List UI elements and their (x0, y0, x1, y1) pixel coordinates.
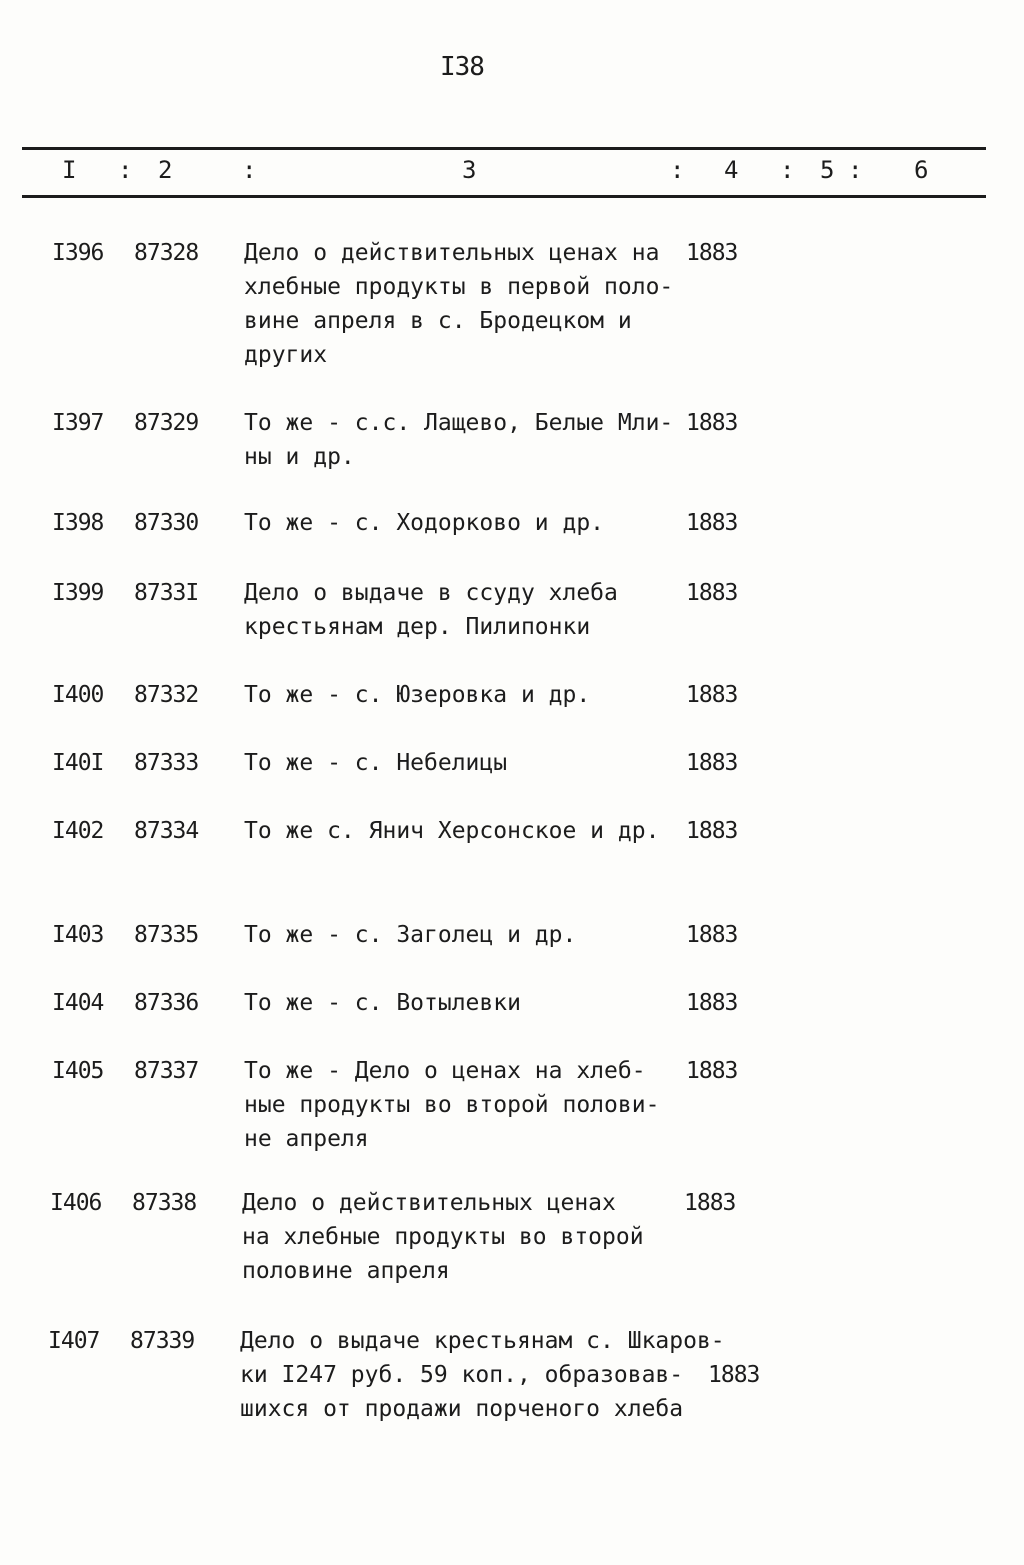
description-line: ны и др. (244, 444, 355, 470)
header-col-3: 3 (462, 156, 477, 184)
entry-number: I406 (50, 1190, 102, 1216)
file-number: 87332 (134, 682, 199, 708)
description-line: То же - с. Вотылевки (244, 990, 521, 1016)
entry-description (244, 406, 673, 474)
description-line: Дело о действительных ценах на (244, 240, 660, 266)
description-line: То же - с. Небелицы (244, 750, 508, 776)
description-line: крестьянам дер. Пилипонки (244, 614, 591, 640)
entry-year: 1883 (686, 1058, 738, 1084)
entry-description (244, 1054, 659, 1156)
description-line: То же - с. Юзеровка и др. (244, 682, 591, 708)
entry-number: I402 (52, 818, 104, 844)
description-line: ные продукты во второй полови- (244, 1092, 660, 1118)
header-col-6: 6 (914, 156, 929, 184)
entry-year: 1883 (686, 580, 738, 606)
entry-number: I398 (52, 510, 104, 536)
description-line: не апреля (244, 1126, 369, 1152)
header-separator: : (780, 156, 795, 184)
entry-number: I400 (52, 682, 104, 708)
entry-year: 1883 (708, 1362, 760, 1388)
entry-description (244, 506, 604, 540)
description-line: Дело о выдаче в ссуду хлеба (244, 580, 618, 606)
entry-description (244, 918, 576, 952)
entry-description (244, 746, 507, 780)
description-line: вине апреля в с. Бродецком и (244, 308, 632, 334)
header-bottom-rule (22, 195, 986, 198)
entry-year: 1883 (686, 990, 738, 1016)
file-number: 87330 (134, 510, 199, 536)
description-line: То же - Дело о ценах на хлеб- (244, 1058, 646, 1084)
entry-description (240, 1324, 725, 1426)
entry-number: I404 (52, 990, 104, 1016)
entry-number: I396 (52, 240, 104, 266)
file-number: 87335 (134, 922, 199, 948)
header-separator: : (670, 156, 685, 184)
entry-year: 1883 (686, 240, 738, 266)
entry-number: I397 (52, 410, 104, 436)
header-col-1: I (62, 156, 77, 184)
entry-year: 1883 (684, 1190, 736, 1216)
entry-description (244, 576, 618, 644)
entry-year: 1883 (686, 410, 738, 436)
entry-number: I407 (48, 1328, 100, 1354)
entry-number: I403 (52, 922, 104, 948)
entry-description (242, 1186, 644, 1288)
description-line: других (244, 342, 328, 368)
file-number: 87328 (134, 240, 199, 266)
description-line: ки I247 руб. 59 коп., образовав- (240, 1362, 684, 1388)
file-number: 87334 (134, 818, 199, 844)
description-line: шихся от продажи порченого хлеба (240, 1396, 684, 1422)
entry-description (244, 678, 590, 712)
file-number: 87333 (134, 750, 199, 776)
file-number: 87337 (134, 1058, 199, 1084)
entry-year: 1883 (686, 922, 738, 948)
file-number: 8733I (134, 580, 199, 606)
description-line: Дело о выдаче крестьянам с. Шкаров- (240, 1328, 725, 1354)
entry-description (244, 814, 659, 848)
entry-year: 1883 (686, 750, 738, 776)
header-separator: : (118, 156, 133, 184)
file-number: 87339 (130, 1328, 195, 1354)
header-separator: : (242, 156, 257, 184)
description-line: Дело о действительных ценах (242, 1190, 616, 1216)
entry-description (244, 236, 673, 372)
header-col-4: 4 (724, 156, 739, 184)
entry-description (244, 986, 521, 1020)
file-number: 87336 (134, 990, 199, 1016)
header-top-rule (22, 147, 986, 150)
description-line: То же - с. Ходорково и др. (244, 510, 605, 536)
entry-year: 1883 (686, 510, 738, 536)
header-separator: : (848, 156, 863, 184)
file-number: 87338 (132, 1190, 197, 1216)
header-col-2: 2 (158, 156, 173, 184)
entry-number: I40I (52, 750, 104, 776)
description-line: То же - с.с. Лащево, Белые Мли- (244, 410, 674, 436)
description-line: половине апреля (242, 1258, 450, 1284)
entry-number: I399 (52, 580, 104, 606)
file-number: 87329 (134, 410, 199, 436)
description-line: хлебные продукты в первой поло- (244, 274, 674, 300)
description-line: на хлебные продукты во второй (242, 1224, 644, 1250)
header-col-5: 5 (820, 156, 835, 184)
page-number: I38 (440, 52, 484, 82)
entry-number: I405 (52, 1058, 104, 1084)
description-line: То же - с. Заголец и др. (244, 922, 577, 948)
entry-year: 1883 (686, 682, 738, 708)
description-line: То же с. Янич Херсонское и др. (244, 818, 660, 844)
entry-year: 1883 (686, 818, 738, 844)
